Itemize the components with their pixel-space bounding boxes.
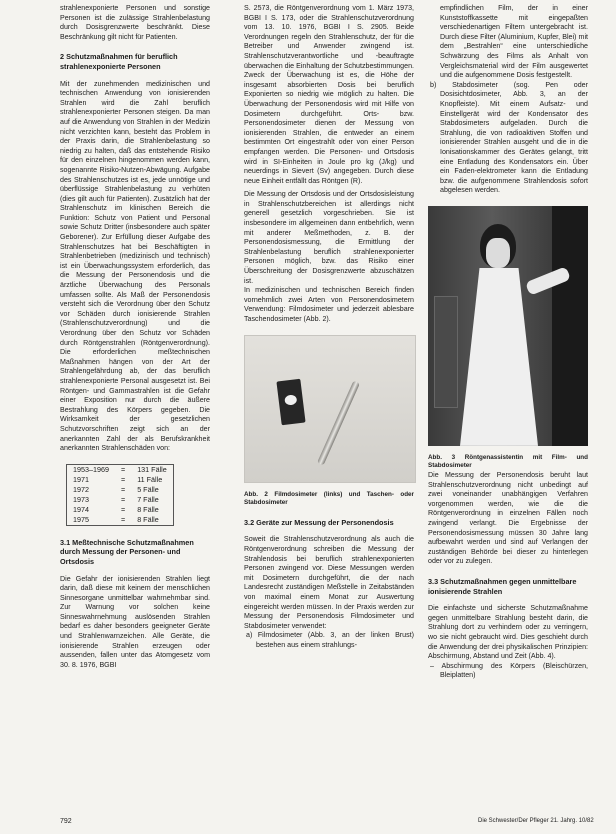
column-3 [428, 4, 588, 681]
table-cell: 1972 [73, 484, 89, 494]
section-heading-3-1: 3.1 Meßtechnische Schutzmaßnahmen durch Messung der Personen- und Ortsdosis [60, 537, 194, 566]
table-cell: = [120, 494, 126, 504]
table-cell: = [120, 474, 126, 484]
paragraph: Mit der zunehmenden medizinischen und technischen Anwendung von ionisierenden Strahlen wird die Zahl beruflich strahlenexponierter Personen steigen. Da man auf die Anwendung von Strahlen in der Medizin nicht verzichten kann, besteht das Problem in der Praxis darin, die Strahlenbelastung so niedrig zu halten, daß das entstehende Risiko für den einzelnen hingenommen werden kann, sogenannte Risiko-Nutzen-Abwägung. Aufgabe des Strahlenschutzes ist es, jede unnötige und überflüssige Strahlenbelastung zu verhüten (dies gilt auch für Patienten). Zusätzlich hat der Strahlenschutz im klinischen Bereich die Funktion: Schutz von Patient und Personal sowie Schutz Dritter (insbesondere auch später Geborener). Zur Erfüllung dieser Aufgabe des Strahlenschutzes hat bei Beschäftigten in Strahlenbetrieben (medizinisch und technisch) ist ein Überwachungssystem erforderlich, das die Messung der Personendosis und die ärztliche Überwachung des Personals umfassen sollte. Als Maß der Personendosis versteht sich die Verordnung über den Schutz vor Schäden durch ionisierende Strahlen (Strahlenschutzverordnung) und die Verordnung über den Schutz vor Schäden durch Röntgenstrahlen (Röntgenverordnung). Die erforderlichen meßtechnischen Maßnahmen hängen von der Art der Strahlengefährdung ab, der das beruflich strahlenexponierte Personal ausgesetzt ist. Bei Röntgen- und Gammastrahlen ist die Gefahr einer Exposition nur durch die äußere Bestrahlung des Körpers gegeben. Die Wirksamkeit der gesetzlichen Schutzvorschriften zeigt sich an der anerkannten Zahl der als Berufskrankheit anerkannten Strahlenschäden von: [60, 79, 210, 453]
paragraph: S. 2573, die Röntgenverordnung vom 1. März 1973, BGBI I S. 173, oder die Strahlenschutzverordnung vom 13. 10. 1976, BGBI I S. 2905. Beide Verordnungen regeln den Strahlenschutz, der für die Betreiber und Anwender zwingend ist. Strahlenschutzverantwortliche und -beauftragte überwachen die Einhaltung der Schutzbestimmungen. Zweck der Überwachung ist es, die Höhe der insgesamt absorbierten Dosis bei beruflich Exponierten so niedrig wie möglich zu halten. Die Überwachung der Personendosis wird mit Hilfe von Dosimetern durchgeführt. Orts- bzw. Personendosimeter dienen der Messung von ionisierenden Strahlen, die entweder an einem bestimmten Ort eingestrahlt oder von einer Person empfangen werden. Die Personen- und Ortsdosis wird in SI-Einheiten in Joule pro kg (J/kg) und neuerdings in Sievert (Sv) angegeben. Durch diese neue Einheit entfällt das Röntgen (R). [244, 4, 414, 185]
film-dosimeter-image [276, 378, 305, 425]
paragraph: Soweit die Strahlenschutzverordnung als auch die Röntgenverordnung schreiben die Messung der Strahlendosis bei beruflich strahlenexponierten Personen zwingend vor. Diese Messungen werden mit Dosimetern durchgeführt, die der nach Landesrecht zuständigen Meßstelle in Zeitabständen von maximal einem Monat zur Auswertung eingereicht werden müssen. In der Praxis werden zur Messung der Personendosis Filmdosimeter und Stabdosimeter verwendet: [244, 535, 414, 630]
figure-caption: Abb. 2 Filmdosimeter (links) und Taschen- oder Stabdosimeter [244, 490, 414, 507]
table-cell: 7 Fälle [137, 494, 159, 504]
column-2 [244, 4, 414, 651]
table-cell: 1975 [73, 514, 89, 524]
dosimeter-photo [244, 335, 416, 483]
table-row [67, 475, 174, 485]
bullet-list [428, 662, 588, 681]
table-cell: = [120, 484, 126, 494]
paragraph: In medizinischen und technischen Bereich finden vornehmlich zwei Arten von Personendosimetern Verwendung: Filmdosimeter und jederzeit ablesbare Taschendosimeter (Abb. 2). [244, 286, 414, 323]
table-row [67, 515, 174, 526]
table-cell: 8 Fälle [137, 514, 159, 524]
section-heading-3-2: 3.2 Geräte zur Messung der Personendosis [244, 517, 394, 527]
journal-footer: Die Schwester/Der Pfleger 21. Jahrg. 10/82 [478, 818, 594, 824]
paragraph: Die Messung der Personendosis beruht laut Strahlenschutzverordnung nicht unbedingt auf zwei voneinander unabhängigen Verfahren vorgenommen werden, wie die die Röntgenverordnung in einzelnen Fällen noch zwingend verlangt. Die Ergebnisse der Personendosismessung müssen 30 Jahre lang aufbewahrt werden und sind auf Verlangen der zuständigen Behörde bei dieser zu hinterlegen oder vor zu zulegen. [428, 471, 588, 566]
paragraph: strahlenexponierte Personen und sonstige Personen ist die zulässige Strahlenbelastung durch Dosisgrenzwerte beschränkt. Diese Beschränkung gilt nicht für Patienten. [60, 4, 210, 41]
table-cell: = [120, 504, 126, 514]
list-item: – Abschirmung des Körpers (Bleischürzen, Bleiplatten) [430, 661, 588, 680]
table-cell: 1974 [73, 504, 89, 514]
table-cell: 1971 [73, 474, 89, 484]
section-heading-3-3: 3.3 Schutzmaßnahmen gegen unmittelbare ionisierende Strahlen [428, 577, 577, 596]
pen-dosimeter-image [317, 380, 360, 465]
paragraph: Die Messung der Ortsdosis und der Ortsdosisleistung in Strahlenschutzbereichen ist allerdings nicht generell gesetzlich vorgeschrieben. Sie ist insbesondere im allgemeinen dann entbehrlich, wenn mit anderer Meßmethoden, z. B. der Personendosismessung, die Ermittlung der Strahlenbelastung beruflich strahlenexponierter Personen möglich, bzw. das Risiko einer Überschreitung der Dosisgrenzwerte abzuschätzen ist. [244, 190, 414, 285]
list-item: a) Filmdosimeter (Abb. 3, an der linken Brust) bestehen aus einem strahlungs- [246, 631, 414, 649]
assistant-photo [428, 206, 588, 446]
figure-caption: Abb. 3 Röntgenassistentin mit Film- und Stabdosimeter [428, 453, 588, 470]
page-number: 792 [60, 818, 72, 825]
table-row [67, 495, 174, 505]
paragraph: empfindlichen Film, der in einer Kunststoffkassette mit eingepaßten verschiedenartigen Filtern untergebracht ist. Durch diese Filter (Aluminium, Kupfer, Blei) mit dem „Bestrahlen“ eine unterschiedliche Schwärzung des Films als Anhalt von Vergleichsmaterial wird der Film ausgewertet und die aufgenommene Dosis festgestellt. [440, 4, 588, 80]
table-cell: = [120, 514, 126, 524]
table-cell: = [120, 464, 126, 474]
column-1 [60, 4, 210, 670]
section-heading-2: 2 Schutzmaßnahmen für beruflich strahlenexponierte Personen [60, 52, 178, 71]
table-row [67, 464, 174, 475]
table-cell: 1973 [73, 494, 89, 504]
paragraph: Die einfachste und sicherste Schutzmaßnahme gegen unmittelbare Strahlung besteht darin, die Strahlung dort zu verhindern oder zu verringern, wo sie nicht gebraucht wird. Dies geschieht durch die Anwendung der drei physikalischen Prinzipien: Abschirmung, Abstand und Zeit (Abb. 4). [428, 604, 588, 661]
table-row [67, 485, 174, 495]
statistics-table [66, 464, 174, 526]
table-cell: 11 Fälle [137, 474, 163, 484]
list-item: b) Stabdosimeter (sog. Pen oder Dosisichtdosimeter, Abb. 3, an der Knopfleiste). Mit einem Aufsatz- und Einstellgerät wird der Kondensator des Stabdosimeters aufgeladen. Durch die Strahlung, die von radioaktiven Stoffen und ionisierender Strahlen ausgeht und die in die Ionisationskammer des Gerätes gelangt, tritt eine Entladung des Kondensators ein. Über ein Faden-elektrometer kann die Entladung bzw. die aufgenommene Strahlendosis sofort abgelesen werden. [430, 80, 588, 195]
item-list [428, 81, 588, 196]
table-cell: 1953–1969 [73, 464, 109, 474]
table-cell: 5 Fälle [137, 484, 159, 494]
table-cell: 131 Fälle [137, 464, 167, 474]
table-cell: 8 Fälle [137, 504, 159, 514]
paragraph: Die Gefahr der ionisierenden Strahlen liegt darin, daß diese mit keinem der menschlichen Sinnesorgane unmittelbar wahrnehmbar sind. Zur Warnung vor solchen keine Sinneswahrnehmung auslösenden Strahlen bedarf es daher besonders geeigneter Geräte und Strahlenwarnzeichen. Alle Geräte, die ionisierende Strahlen erzeugen oder aussenden, fallen unter das Atomgesetz vom 30. 8. 1976, BGBI [60, 574, 210, 669]
table-row [67, 505, 174, 515]
item-list [244, 631, 414, 650]
